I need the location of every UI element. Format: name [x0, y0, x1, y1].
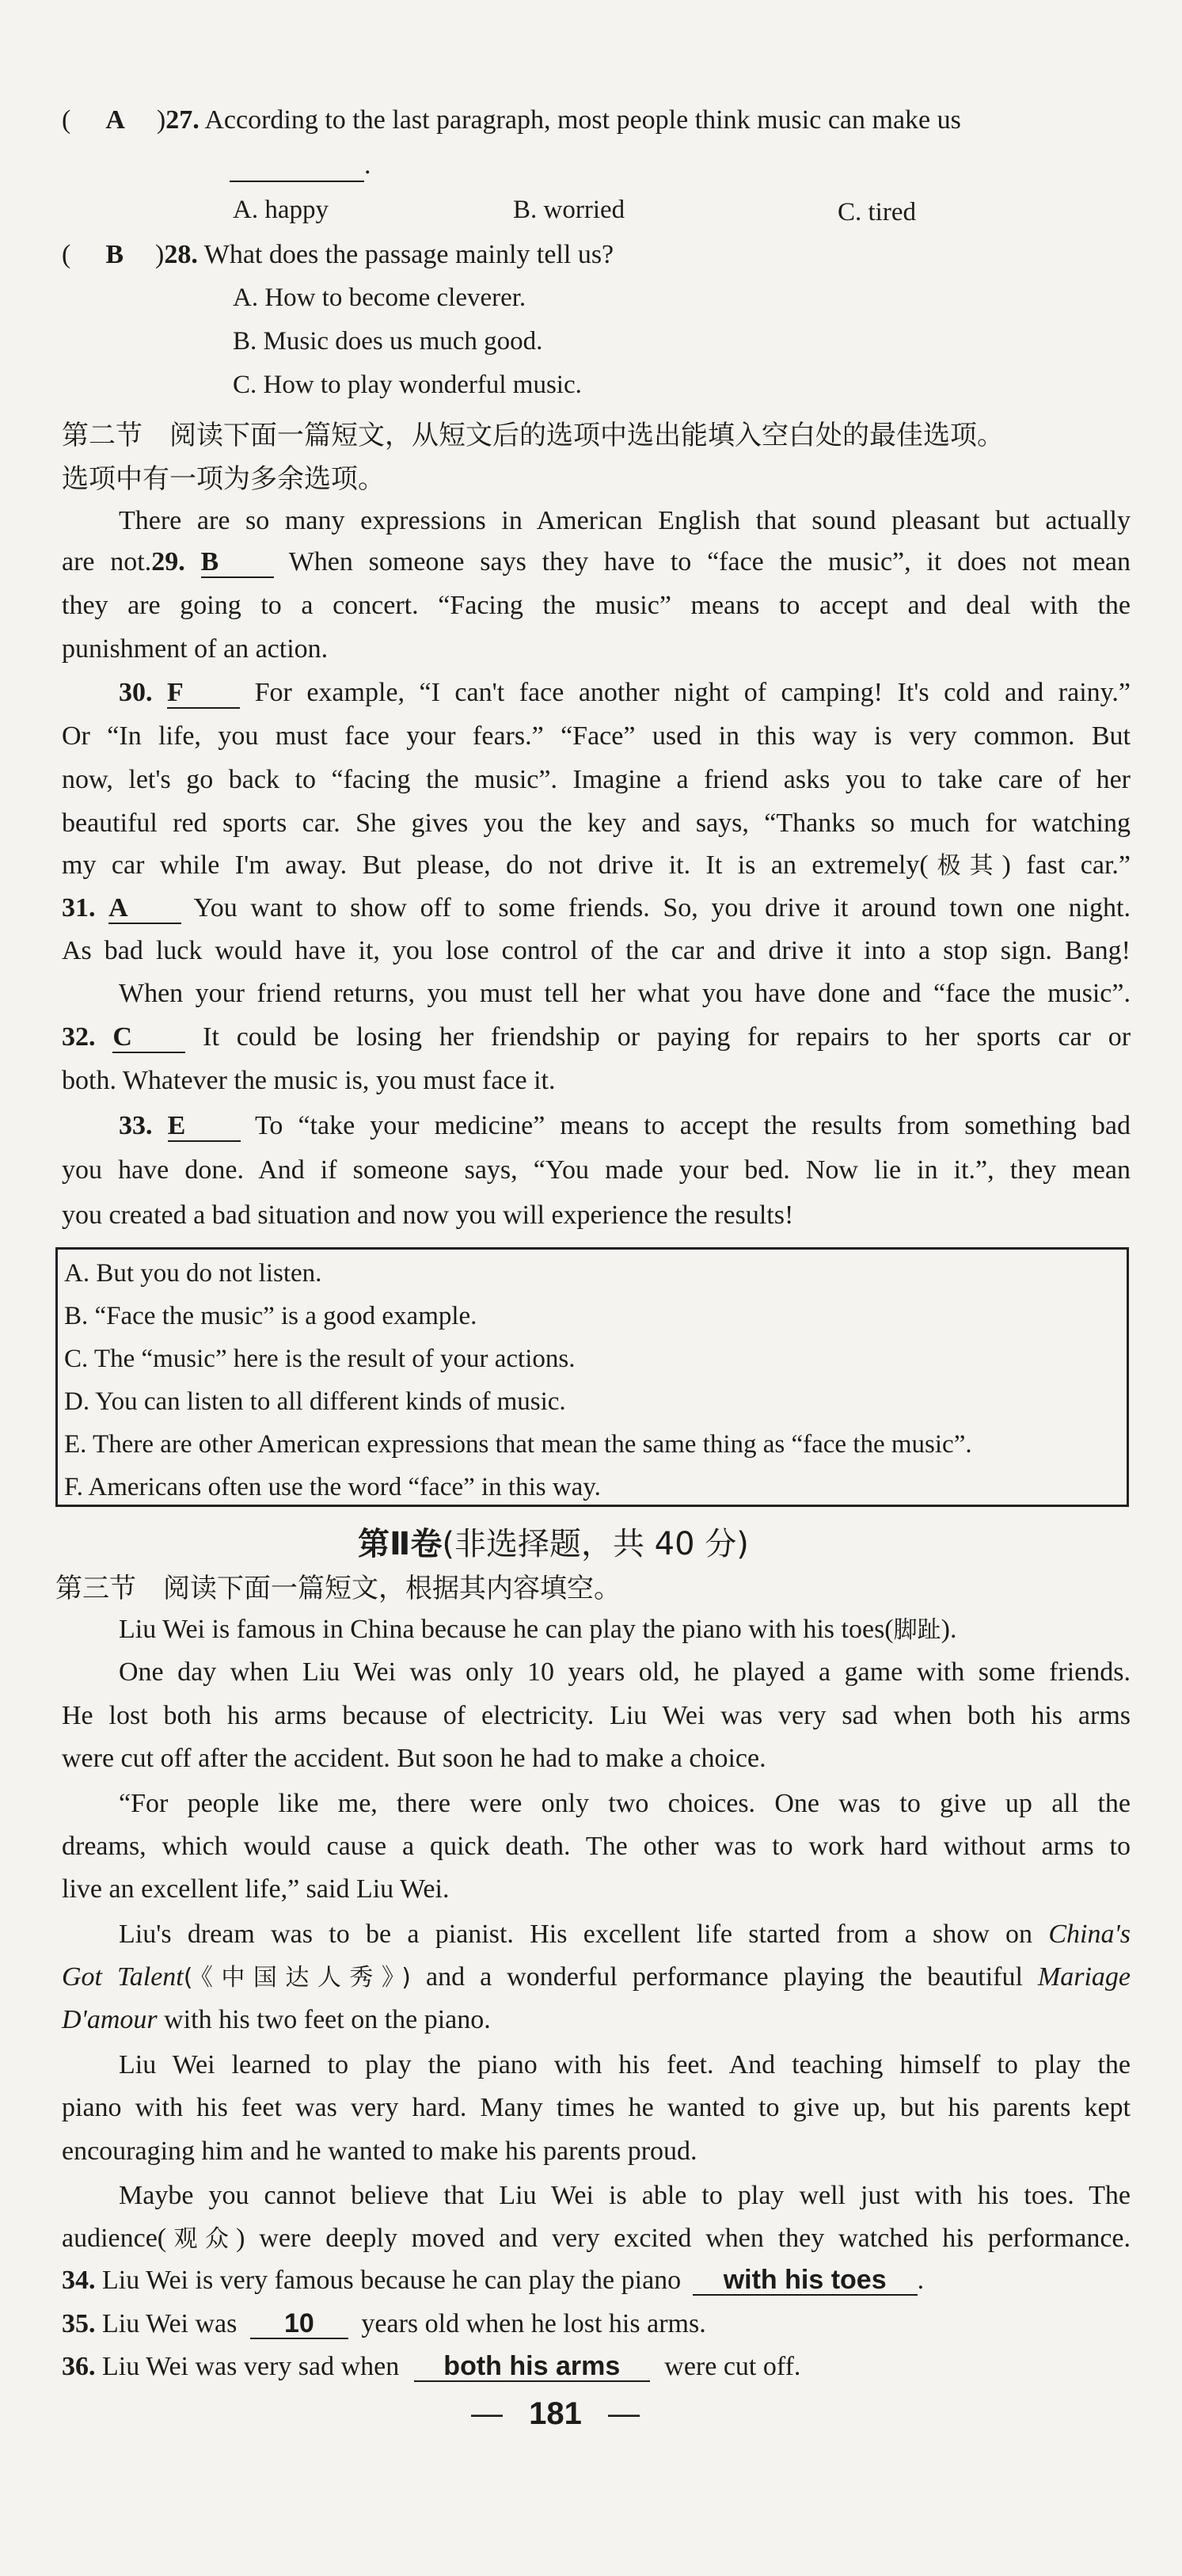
passage2-line: As bad luck would have it, you lose control of the car and drive it into a stop sign. Bang! — [62, 936, 1131, 965]
passage3-line: Liu's dream was to be a pianist. His excellent life started from a show on China's — [119, 1920, 1131, 1949]
q29-answer: B — [201, 548, 274, 578]
q28-number: 28. — [164, 240, 198, 269]
passage3-line: Maybe you cannot believe that Liu Wei is able to play well just with his toes. The — [119, 2181, 1131, 2210]
passage2-line: both. Whatever the music is, you must face it. — [62, 1066, 556, 1095]
q29-number: 29. — [151, 547, 185, 576]
passage2-line: 32. C It could be losing her friendship or paying for repairs to her sports car or — [62, 1022, 1131, 1052]
passage2-line: punishment of an action. — [62, 634, 329, 664]
section2-heading-line1: 第二节 阅读下面一篇短文，从短文后的选项中选出能填入空白处的最佳选项。 — [62, 420, 1004, 451]
q27-answer: A — [105, 105, 125, 135]
q27-blank-line: . — [230, 150, 371, 182]
q28-option-b: B. Music does us much good. — [233, 327, 543, 356]
q33-number: 33. — [119, 1111, 153, 1140]
q28-option-c: C. How to play wonderful music. — [233, 371, 582, 399]
q31-number: 31. — [62, 893, 96, 923]
passage2-line: When your friend returns, you must tell her what you have done and “face the music”. — [119, 979, 1131, 1008]
q27-option-a: A. happy — [233, 196, 329, 224]
q27-blank — [230, 150, 364, 182]
passage2-line: you created a bad situation and now you will experience the results! — [62, 1200, 794, 1230]
passage3-line: Got Talent(《中国达人秀》) and a wonderful performance playing the beautiful Mariage — [62, 1962, 1131, 1992]
q32-answer: C — [112, 1023, 185, 1053]
q34-number: 34. — [62, 2266, 96, 2295]
passage3-line: encouraging him and he wanted to make his parents proud. — [62, 2137, 697, 2166]
q34-answer: with his toes — [693, 2266, 918, 2296]
option-e: E. There are other American expressions that mean the same thing as “face the music”. — [64, 1430, 972, 1459]
q35-stem: Liu Wei was — [102, 2309, 238, 2338]
passage3-line: audience(观众) were deeply moved and very excited when they watched his performance. — [62, 2224, 1131, 2253]
q28-stem: What does the passage mainly tell us? — [203, 240, 614, 269]
q28-row: ( B )28. What does the passage mainly tell us? — [62, 240, 614, 269]
q34-stem: Liu Wei is very famous because he can play the piano — [102, 2266, 682, 2295]
passage3-line: live an excellent life,” said Liu Wei. — [62, 1874, 450, 1904]
q34-row: 34. Liu Wei is very famous because he can play the piano with his toes . — [62, 2265, 925, 2295]
passage3-line: Liu Wei is famous in China because he can play the piano with his toes(脚趾). — [119, 1615, 957, 1644]
passage2-line: Or “In life, you must face your fears.” “Face” used in this way is very common. But — [62, 721, 1131, 751]
q30-answer: F — [167, 679, 240, 709]
q27-number: 27. — [165, 105, 200, 135]
passage3-line: D'amour with his two feet on the piano. — [62, 2005, 491, 2034]
passage2-line: they are going to a concert. “Facing the music” means to accept and deal with the — [62, 591, 1131, 620]
passage3-line: piano with his feet was very hard. Many times he wanted to give up, but his parents kept — [62, 2093, 1131, 2122]
passage2-line: are not.29. B When someone says they have to “face the music”, it does not mean — [62, 547, 1131, 576]
q31-answer: A — [108, 894, 181, 924]
page-number-footer: — 181 — — [471, 2396, 640, 2431]
q28-option-a: A. How to become cleverer. — [233, 283, 526, 312]
q28-answer: B — [105, 240, 124, 269]
passage3-line: One day when Liu Wei was only 10 years old, he played a game with some friends. — [119, 1657, 1131, 1687]
passage3-line: Liu Wei learned to play the piano with his feet. And teaching himself to play the — [119, 2050, 1131, 2079]
option-f: F. Americans often use the word “face” in this way. — [64, 1473, 601, 1501]
passage3-line: were cut off after the accident. But soon he had to make a choice. — [62, 1744, 766, 1773]
passage2-line: There are so many expressions in American English that sound pleasant but actually — [119, 506, 1131, 535]
passage3-line: dreams, which would cause a quick death. The other was to work hard without arms to — [62, 1832, 1131, 1861]
q35-number: 35. — [62, 2309, 96, 2338]
passage3-line: “For people like me, there were only two choices. One was to give up all the — [119, 1789, 1131, 1818]
q27-option-c: C. tired — [838, 198, 916, 226]
part2-title: 第Ⅱ卷(非选择题，共 40 分) — [358, 1526, 749, 1562]
passage2-line: 30. F For example, “I can't face another night of camping! It's cold and rainy.” — [119, 678, 1131, 707]
q36-stem: Liu Wei was very sad when — [102, 2352, 400, 2381]
option-d: D. You can listen to all different kinds of music. — [64, 1387, 566, 1416]
q27-option-b: B. worried — [513, 196, 625, 224]
q36-number: 36. — [62, 2352, 96, 2381]
q27-stem: According to the last paragraph, most people think music can make us — [204, 105, 961, 135]
passage2-line: my car while I'm away. But please, do not drive it. It is an extremely(极其) fast car.” — [62, 850, 1131, 880]
q35-answer: 10 — [250, 2309, 348, 2339]
q27-row: ( A )27. According to the last paragraph, most people think music can make us — [62, 105, 961, 135]
option-a: A. But you do not listen. — [64, 1259, 322, 1288]
passage2-line: 33. E To “take your medicine” means to accept the results from something bad — [119, 1111, 1131, 1140]
passage2-line: beautiful red sports car. She gives you the key and says, “Thanks so much for watching — [62, 809, 1131, 838]
q36-answer: both his arms — [414, 2352, 650, 2382]
q35-row: 35. Liu Wei was 10 years old when he lost his arms. — [62, 2308, 706, 2338]
passage2-line: 31. A You want to show off to some friends. So, you drive it around town one night. — [62, 893, 1131, 923]
passage3-line: He lost both his arms because of electricity. Liu Wei was very sad when both his arms — [62, 1701, 1131, 1730]
option-b: B. “Face the music” is a good example. — [64, 1302, 477, 1330]
q30-number: 30. — [119, 678, 153, 707]
page-number: 181 — [529, 2396, 582, 2431]
section2-heading-line2: 选项中有一项为多余选项。 — [62, 463, 385, 495]
passage2-line: you have done. And if someone says, “You made your bed. Now lie in it.”, they mean — [62, 1155, 1131, 1185]
section3-heading: 第三节 阅读下面一篇短文，根据其内容填空。 — [55, 1573, 621, 1604]
option-c: C. The “music” here is the result of your actions. — [64, 1345, 576, 1373]
q32-number: 32. — [62, 1022, 96, 1052]
options-box — [55, 1247, 1129, 1507]
passage2-line: now, let's go back to “facing the music”. Imagine a friend asks you to take care of her — [62, 765, 1131, 794]
q36-row: 36. Liu Wei was very sad when both his arms were cut off. — [62, 2351, 801, 2381]
q33-answer: E — [168, 1112, 241, 1142]
